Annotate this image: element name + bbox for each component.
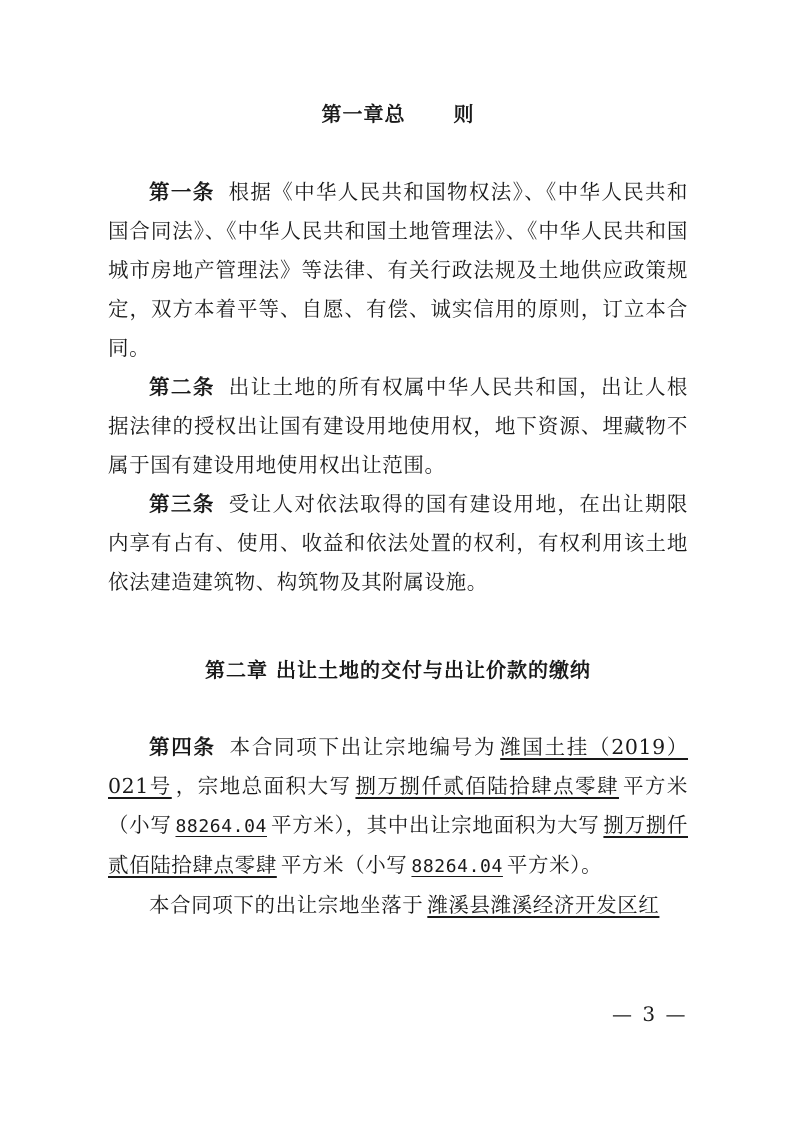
article-1 [108,173,688,368]
sold-area-words-field: 捌万捌仟贰佰陆拾肆点零肆 [108,813,688,877]
article-1-label: 第一条 [149,180,215,204]
article-4-text-3: 平方米（小写 [108,774,688,837]
article-4-label: 第四条 [149,735,216,759]
location-text: 本合同项下的出让宗地坐落于 [149,893,424,917]
sold-area-number-field: 88264.04 [411,856,503,877]
article-1-text: 根据《中华人民共和国物权法》、《中华人民共和国合同法》、《中华人民共和国土地管理法》、《中华人民共和国城市房地产管理法》等法律、有关行政法规及土地供应政策规定，双方本着平等、自愿、有偿、诚实信用的原则，订立本合同。 [108,180,688,360]
article-3-label: 第三条 [149,492,215,516]
chapter-1-title [108,98,688,127]
article-4-text-1: 本合同项下出让宗地编号为 [229,735,497,759]
article-4-text-2: ，宗地总面积大写 [175,774,352,798]
chapter-1-title-part-b: 则 [453,102,475,126]
article-3-text: 受让人对依法取得的国有建设用地，在出让期限内享有占有、使用、收益和依法处置的权利，有权利用该土地依法建造建筑物、构筑物及其附属设施。 [108,492,688,594]
article-4-text-4: 平方米），其中出让宗地面积为大写 [271,813,600,837]
chapter-1-title-part-a: 第一章总 [321,102,406,126]
article-4-text-6: 平方米）。 [506,853,603,877]
total-area-number-field: 88264.04 [175,816,267,837]
chapter-2-title: 第二章 出让土地的交付与出让价款的缴纳 [205,658,591,682]
page-content [108,98,688,925]
article-2-label: 第二条 [149,375,215,399]
page-number: — 3 — [612,1002,688,1026]
article-2-text: 出让土地的所有权属中华人民共和国，出让人根据法律的授权出让国有建设用地使用权，地下资源、埋藏物不属于国有建设用地使用权出让范围。 [108,375,688,477]
article-4-text-5: 平方米（小写 [280,853,408,877]
parcel-number-field: 潍国土挂（2019）021号 [108,735,689,798]
article-4 [108,728,688,886]
total-area-words-field: 捌万捌仟贰佰陆拾肆点零肆 [355,774,619,798]
article-2 [108,368,688,485]
location-field: 潍溪县潍溪经济开发区红 [427,893,660,917]
location-paragraph [108,886,688,925]
article-3 [108,485,688,602]
